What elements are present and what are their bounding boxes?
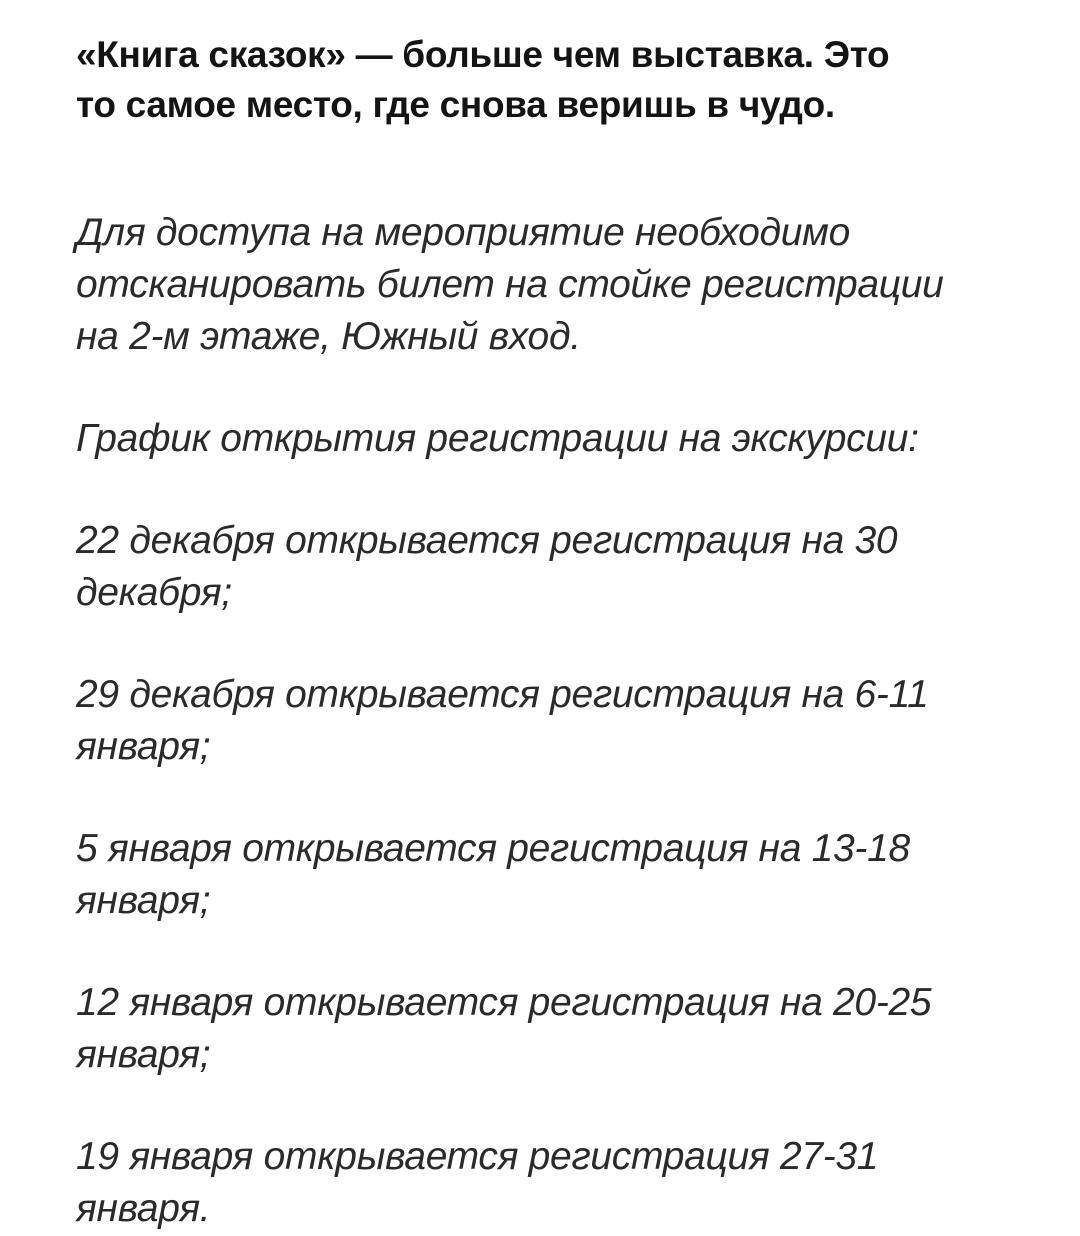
schedule-item-line: января; — [76, 879, 211, 922]
document-body — [76, 30, 1036, 1235]
schedule-item — [76, 669, 1036, 773]
intro-paragraph — [76, 30, 1036, 130]
schedule-item-line: 29 декабря открывается регистрация на 6-11 — [76, 673, 929, 716]
schedule-item-line: декабря; — [76, 571, 232, 614]
schedule-item-line: января; — [76, 725, 211, 768]
schedule-item — [76, 823, 1036, 927]
schedule-item — [76, 1131, 1036, 1235]
schedule-item-line: января. — [76, 1187, 211, 1230]
schedule-item-line: 5 января открывается регистрация на 13-18 — [76, 827, 910, 870]
schedule-item-line: января; — [76, 1033, 211, 1076]
schedule-item — [76, 977, 1036, 1081]
schedule-item-line: 22 декабря открывается регистрация на 30 — [76, 519, 898, 562]
schedule-item-line: 12 января открывается регистрация на 20-25 — [76, 981, 932, 1024]
intro-line: то самое место, где снова веришь в чудо. — [76, 84, 835, 125]
schedule-item — [76, 515, 1036, 619]
intro-line: «Книга сказок» — больше чем выставка. Это — [76, 34, 890, 75]
access-line: Для доступа на мероприятие необходимо — [76, 211, 850, 254]
schedule-list — [76, 515, 1036, 1235]
access-line: на 2-м этаже, Южный вход. — [76, 315, 581, 358]
access-instructions — [76, 207, 1036, 363]
schedule-heading: График открытия регистрации на экскурсии: — [76, 417, 919, 460]
access-line: отсканировать билет на стойке регистрации — [76, 263, 944, 306]
schedule-item-line: 19 января открывается регистрация 27-31 — [76, 1135, 879, 1178]
